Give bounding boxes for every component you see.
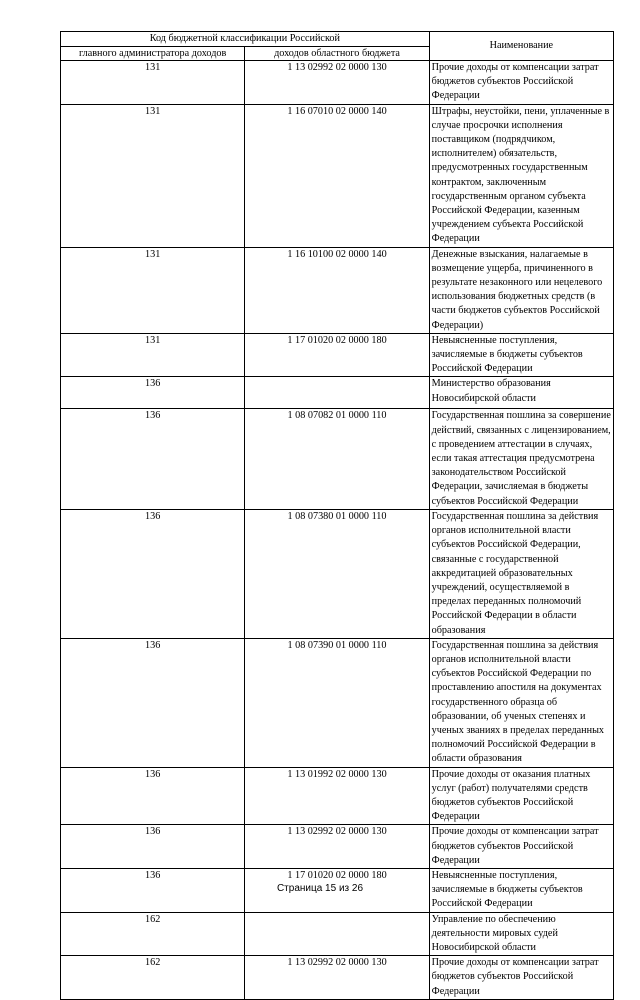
- header-row-group: [61, 32, 614, 47]
- name-cell: Государственная пошлина за совершение действий, связанных с лицензированием, с проведением аттестации в случаях, если такая аттестация предусмотрена законодательством Российской Федерации, зачисляемая в бюджеты субъектов Российской Федерации: [429, 409, 613, 509]
- income-code-cell: 1 13 02992 02 0000 130: [245, 825, 429, 869]
- admin-code-cell: 131: [61, 104, 245, 247]
- income-code-cell: 1 17 01020 02 0000 180: [245, 868, 429, 912]
- table-row: [61, 61, 614, 105]
- admin-code-cell: 131: [61, 333, 245, 377]
- income-code-cell: 1 16 10100 02 0000 140: [245, 247, 429, 333]
- admin-code-cell: 136: [61, 825, 245, 869]
- admin-code-cell: 136: [61, 509, 245, 638]
- name-cell: Государственная пошлина за действия органов исполнительной власти субъектов Российской Федерации, связанные с государственной аккредитацией образовательных учреждений, осуществляемой в пределах переданных полномочий Российской Федерации в области образования: [429, 509, 613, 638]
- income-code-cell: 1 13 02992 02 0000 130: [245, 956, 429, 1000]
- table-row: [61, 247, 614, 333]
- income-code-cell: 1 13 02992 02 0000 130: [245, 61, 429, 105]
- table-row: [61, 956, 614, 1000]
- header-income: доходов областного бюджета: [245, 46, 429, 61]
- income-code-cell: 1 17 01020 02 0000 180: [245, 333, 429, 377]
- income-code-cell: 1 08 07380 01 0000 110: [245, 509, 429, 638]
- table-row: [61, 377, 614, 409]
- table-row: [61, 912, 614, 956]
- header-group-title: Код бюджетной классификации Российской: [61, 32, 430, 47]
- admin-code-cell: 136: [61, 409, 245, 509]
- name-cell: Государственная пошлина за действия органов исполнительной власти субъектов Российской Федерации по проставлению апостиля на документах государственного образца об образовании, об ученых степенях и ученых званиях в пределах переданных полномочий Российской Федерации в области образования: [429, 638, 613, 767]
- income-code-cell: [245, 377, 429, 409]
- income-code-cell: 1 16 07010 02 0000 140: [245, 104, 429, 247]
- admin-code-cell: 136: [61, 638, 245, 767]
- admin-code-cell: 136: [61, 868, 245, 912]
- admin-code-cell: 131: [61, 61, 245, 105]
- table-row: [61, 409, 614, 509]
- table-row: [61, 767, 614, 825]
- table-body: [61, 61, 614, 1000]
- admin-code-cell: 136: [61, 377, 245, 409]
- table-row: [61, 825, 614, 869]
- admin-code-cell: 136: [61, 767, 245, 825]
- admin-code-cell: 162: [61, 912, 245, 956]
- admin-code-cell: 162: [61, 956, 245, 1000]
- income-code-cell: 1 08 07082 01 0000 110: [245, 409, 429, 509]
- name-cell: Невыясненные поступления, зачисляемые в бюджеты субъектов Российской Федерации: [429, 333, 613, 377]
- table-row: [61, 638, 614, 767]
- page-number: Страница 15 из 26: [276, 883, 364, 894]
- name-cell: Прочие доходы от оказания платных услуг (работ) получателями средств бюджетов субъектов Российской Федерации: [429, 767, 613, 825]
- name-cell: Министерство образования Новосибирской области: [429, 377, 613, 409]
- income-code-cell: 1 13 01992 02 0000 130: [245, 767, 429, 825]
- income-code-cell: [245, 912, 429, 956]
- name-cell: Прочие доходы от компенсации затрат бюджетов субъектов Российской Федерации: [429, 825, 613, 869]
- name-cell: Управление по обеспечению деятельности мировых судей Новосибирской области: [429, 912, 613, 956]
- name-cell: Штрафы, неустойки, пени, уплаченные в случае просрочки исполнения поставщиком (подрядчиком, исполнителем) обязательств, предусмотренных государственным контрактом, заключенным государственным органом субъекта Российской Федерации, казенным учреждением субъекта Российской Федерации: [429, 104, 613, 247]
- name-cell: Прочие доходы от компенсации затрат бюджетов субъектов Российской Федерации: [429, 956, 613, 1000]
- admin-code-cell: 131: [61, 247, 245, 333]
- table-row: [61, 333, 614, 377]
- table-row: [61, 104, 614, 247]
- budget-classification-table: [60, 31, 614, 1000]
- table-header: [61, 32, 614, 61]
- income-code-cell: 1 08 07390 01 0000 110: [245, 638, 429, 767]
- name-cell: Прочие доходы от компенсации затрат бюджетов субъектов Российской Федерации: [429, 61, 613, 105]
- name-cell: Денежные взыскания, налагаемые в возмещение ущерба, причиненного в результате незаконного или нецелевого использования бюджетных средств (в части бюджетов субъектов Российской Федерации): [429, 247, 613, 333]
- header-name: Наименование: [429, 32, 613, 61]
- header-admin: главного администратора доходов: [61, 46, 245, 61]
- table-row: [61, 509, 614, 638]
- name-cell: Невыясненные поступления, зачисляемые в бюджеты субъектов Российской Федерации: [429, 868, 613, 912]
